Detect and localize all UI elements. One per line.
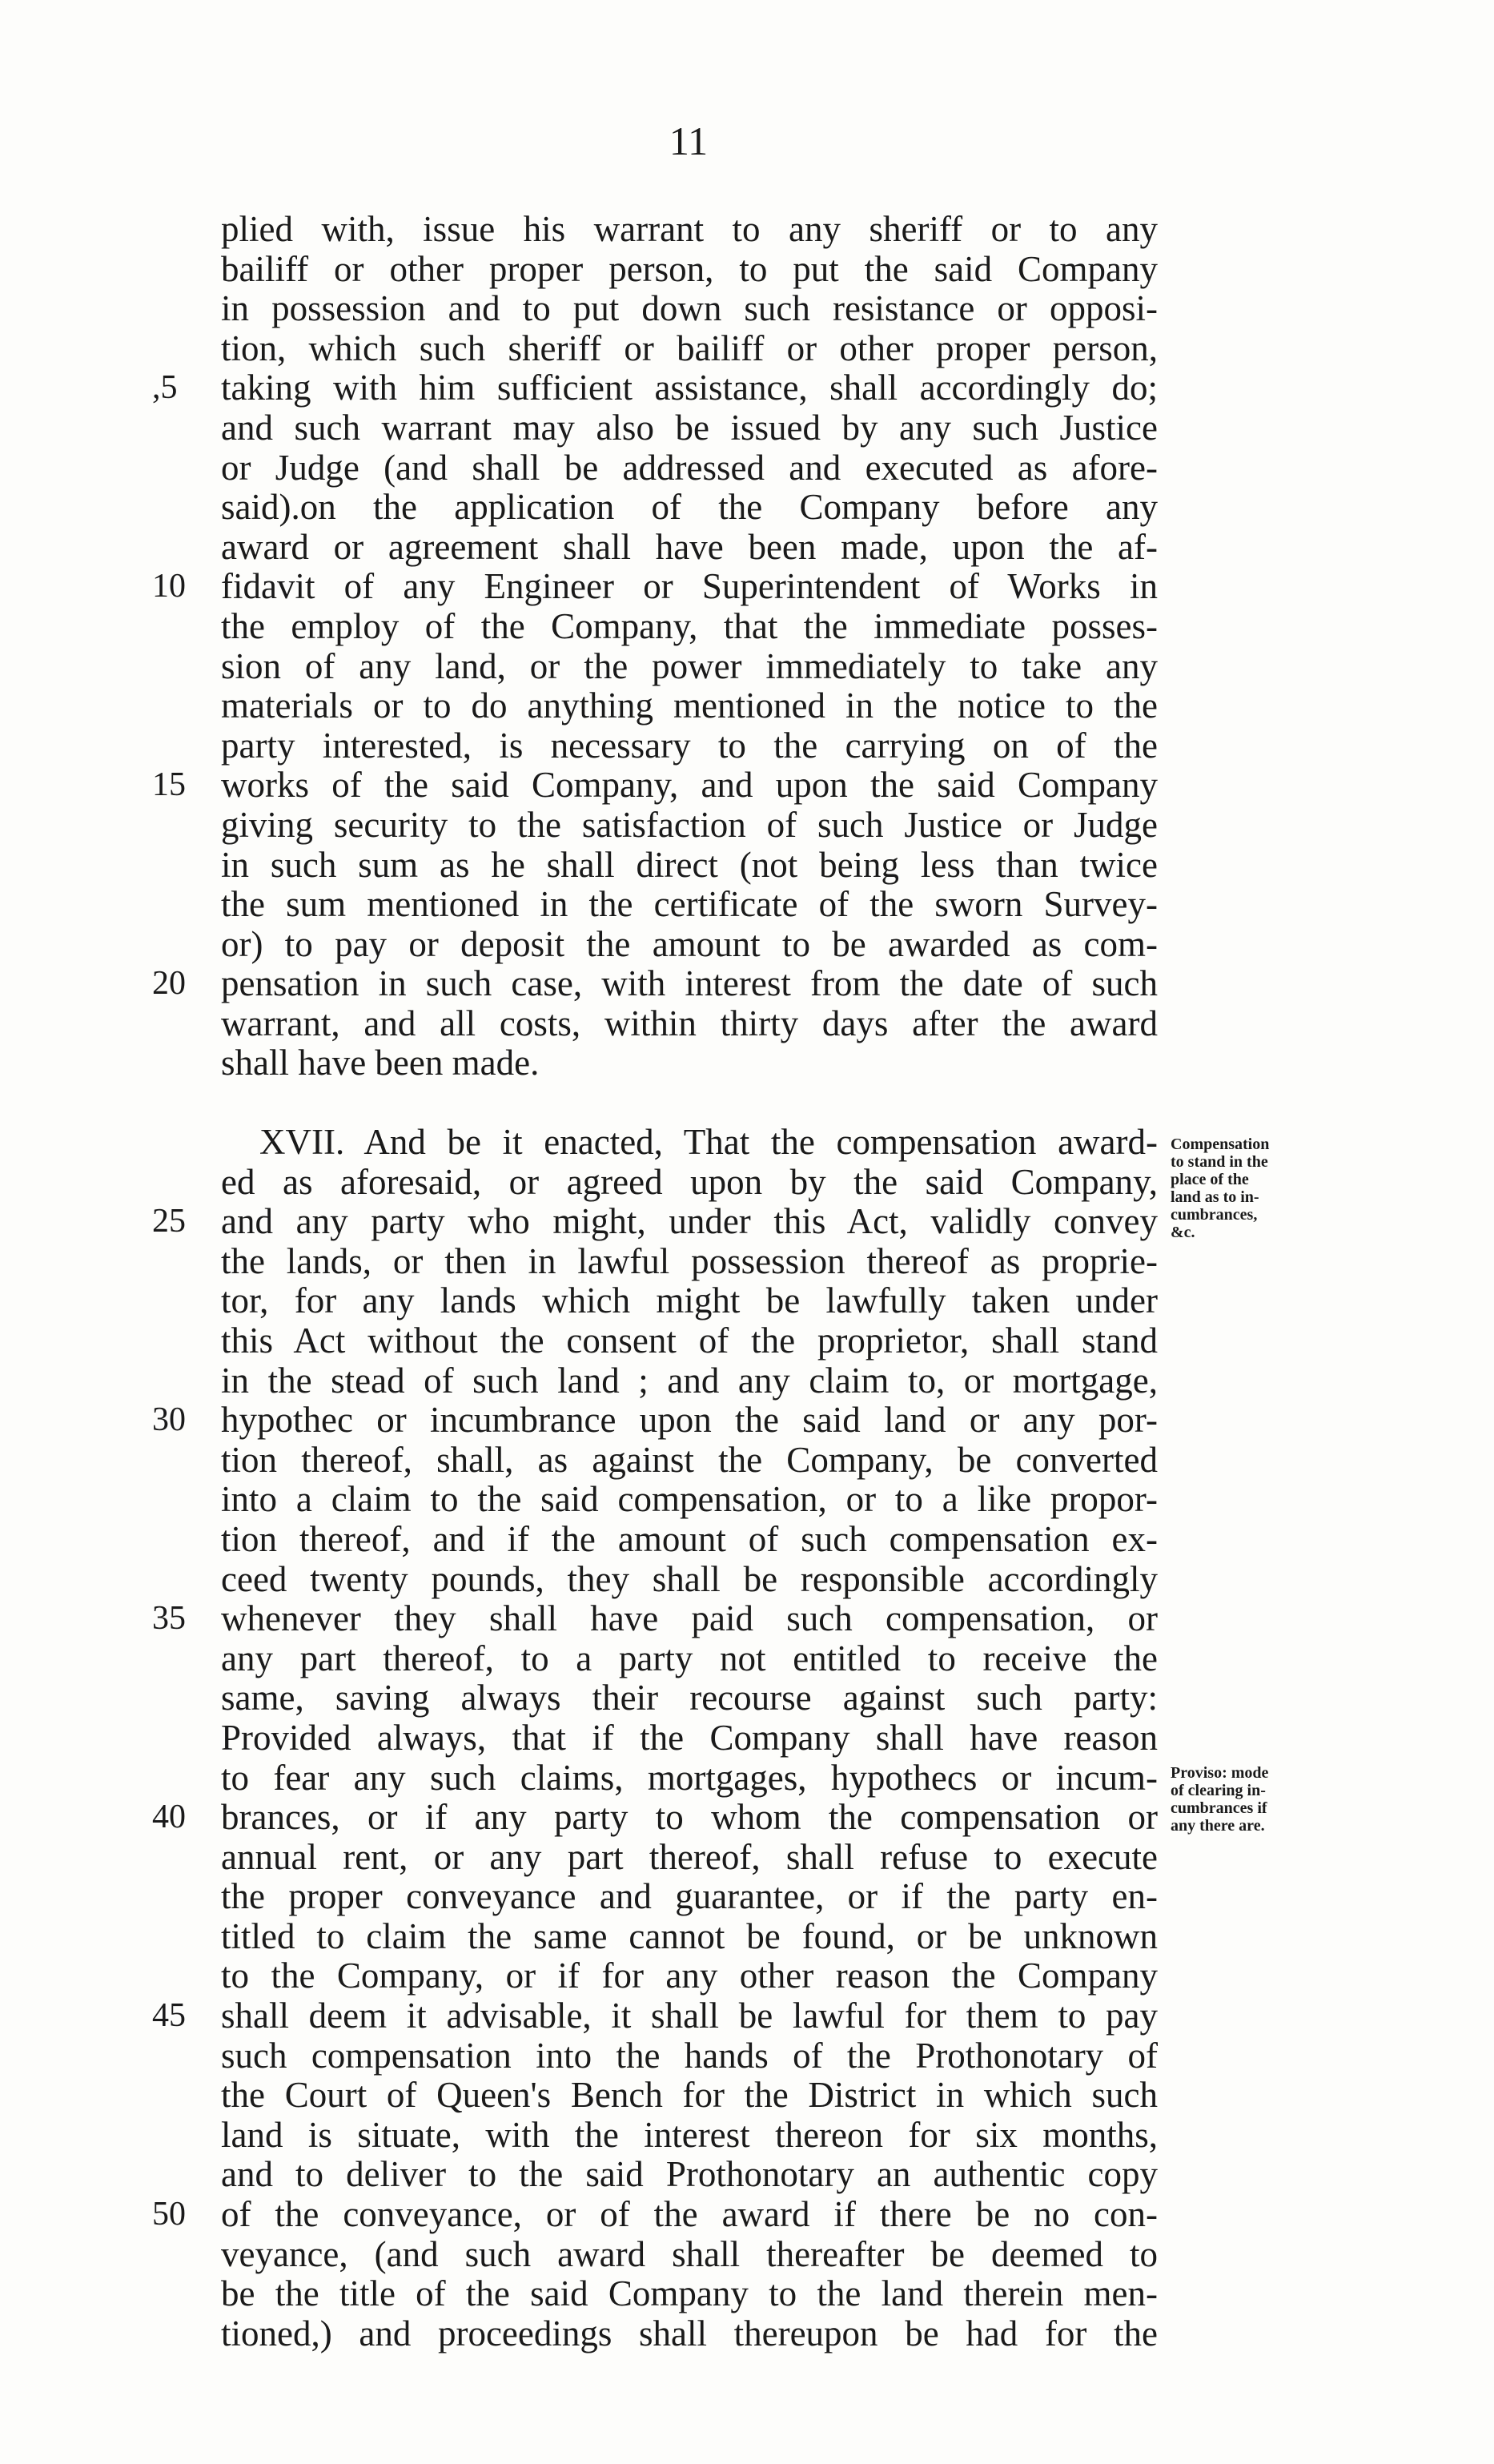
text-line (221, 607, 1158, 647)
text-line (221, 528, 1158, 568)
text-line (152, 765, 1158, 806)
text-line (221, 1759, 1158, 1799)
line-text: veyance, (and such award shall thereafter be deemed to (221, 2233, 1158, 2274)
text-line (152, 1996, 1158, 2036)
line-text: brances, or if any party to whom the compensation or (221, 1797, 1158, 1838)
text-line (221, 1242, 1158, 1282)
text-line (221, 1004, 1158, 1044)
text-line (221, 448, 1158, 488)
text-line (221, 925, 1158, 965)
text-line (221, 2274, 1158, 2314)
line-text: pensation in such case, with interest from the date of such (221, 963, 1158, 1004)
text-line (221, 806, 1158, 846)
text-line (221, 1520, 1158, 1560)
line-text: tor, for any lands which might be lawfully taken under (221, 1280, 1158, 1321)
text-line (221, 2235, 1158, 2275)
line-text: tion thereof, shall, as against the Company, be converted (221, 1439, 1158, 1480)
text-block-continuation (152, 209, 1158, 1083)
text-line (221, 488, 1158, 528)
line-text: land is situate, with the interest thereon for six months, (221, 2114, 1158, 2155)
text-line (221, 1480, 1158, 1520)
line-text: tion, which such sheriff or bailiff or other proper person, (221, 328, 1158, 368)
line-text: be the title of the said Company to the land therein men- (221, 2273, 1158, 2314)
text-line (221, 1361, 1158, 1401)
line-text: such compensation into the hands of the Prothonotary of (221, 2035, 1158, 2076)
text-line (221, 726, 1158, 766)
text-line (221, 2394, 1158, 2434)
line-text: of the conveyance, or of the award if there be no con- (221, 2194, 1158, 2235)
line-text: warrant, and all costs, within thirty days after the award (221, 1003, 1158, 1043)
text-line (221, 210, 1158, 250)
line-text: to fear any such claims, mortgages, hypothecs or incum- (221, 1757, 1158, 1798)
line-text: taking with him sufficient assistance, shall accordingly do; (221, 368, 1158, 408)
text-line (221, 1560, 1158, 1600)
text-line (221, 2116, 1158, 2156)
line-text: and to deliver to the said Prothonotary an authentic copy (221, 2154, 1158, 2195)
text-line (221, 329, 1158, 369)
text-line (221, 2314, 1158, 2354)
text-line (152, 1201, 1158, 1242)
text-line (221, 1281, 1158, 1321)
line-text: bailiff or other proper person, to put the said Company (221, 248, 1158, 289)
line-text: this Act without the consent of the proprietor, shall stand (221, 1320, 1158, 1361)
line-text: giving security to the satisfaction of such Justice or Judge (221, 804, 1158, 845)
line-text: and such warrant may also be issued by any such Justice (221, 407, 1158, 448)
text-line (221, 1163, 1158, 1203)
line-text: whenever they shall have paid such compensation, or (221, 1598, 1158, 1639)
line-number: 40 (152, 1799, 186, 1836)
text-line (152, 1400, 1158, 1441)
line-number: 45 (152, 1997, 186, 2035)
line-text: any part thereof, to a party not entitled to receive the (221, 1638, 1158, 1678)
line-number: ,5 (152, 369, 178, 407)
line-text: shall deem it advisable, it shall be lawful for them to pay (221, 1996, 1158, 2036)
line-text: and any party who might, under this Act, validly convey (221, 1201, 1158, 1242)
line-text: plied with, issue his warrant to any sheriff or to any (221, 209, 1158, 249)
line-text: XVII. And be it enacted, That the compensation award- (259, 1122, 1158, 1162)
line-text: or Judge (and shall be addressed and executed as afore- (221, 447, 1158, 488)
text-line (221, 885, 1158, 925)
line-text: the lands, or then in lawful possession thereof as proprie- (221, 1240, 1158, 1281)
text-line (152, 1598, 1158, 1639)
line-text: sion of any land, or the power immediately to take any (221, 645, 1158, 686)
section-heading-line (221, 1123, 1158, 1163)
text-line (221, 2076, 1158, 2116)
text-line (152, 963, 1158, 1004)
line-number: 35 (152, 1600, 186, 1638)
text-line (221, 1838, 1158, 1878)
text-line (221, 289, 1158, 329)
text-line (152, 368, 1158, 408)
line-text: to the Company, or if for any other reason the Company (221, 1956, 1158, 1996)
text-line (221, 647, 1158, 687)
line-number: 30 (152, 1401, 186, 1439)
line-text: tion thereof, and if the amount of such compensation ex- (221, 1518, 1158, 1559)
text-line (152, 1797, 1158, 1838)
text-line (152, 566, 1158, 607)
line-text: in possession and to put down such resistance or opposi- (221, 288, 1158, 329)
line-text: or) to pay or deposit the amount to be awarded as com- (221, 923, 1158, 964)
line-text: award or agreement shall have been made, upon the af- (221, 526, 1158, 567)
text-line (221, 408, 1158, 448)
text-line (221, 2036, 1158, 2076)
line-number: 20 (152, 965, 186, 1003)
line-text: in such sum as he shall direct (not being less than twice (221, 844, 1158, 885)
line-text: titled to claim the same cannot be found, or be unknown (221, 1915, 1158, 1956)
text-line (221, 686, 1158, 726)
line-text: the Court of Queen's Bench for the District in which such (221, 2075, 1158, 2116)
line-text: said).on the application of the Company before any (221, 487, 1158, 528)
line-number: 50 (152, 2196, 186, 2233)
text-line (221, 1321, 1158, 1361)
text-line (221, 1639, 1158, 1679)
line-text: tioned,) and proceedings shall thereupon be had for the (221, 2313, 1158, 2353)
text-line (221, 1718, 1158, 1759)
line-text: same, saving always their recourse against such party: (221, 1678, 1158, 1718)
text-line (152, 2194, 1158, 2235)
line-text: ceed twenty pounds, they shall be responsible accordingly (221, 1558, 1158, 1599)
text-line (221, 1917, 1158, 1957)
line-number: 15 (152, 766, 186, 804)
text-line (221, 1441, 1158, 1481)
line-text: shall have been made. (221, 1043, 540, 1083)
page-number: 11 (669, 119, 709, 163)
line-text: hypothec or incumbrance upon the said land or any por- (221, 1400, 1158, 1441)
text-line (221, 1043, 1158, 1083)
margin-note-proviso: Proviso: mode of clearing in- cumbrances if any there are. (1171, 1764, 1269, 1835)
line-number: 10 (152, 568, 186, 605)
text-block-section-xvii (152, 1122, 1158, 2434)
line-text: the proper conveyance and guarantee, or if the party en- (221, 1876, 1158, 1917)
margin-note-compensation: Compensation to stand in the place of the land as to in- cumbrances, &c. (1171, 1136, 1270, 1241)
line-text: into a claim to the said compensation, or to a like propor- (221, 1479, 1158, 1520)
line-text: party interested, is necessary to the carrying on of the (221, 725, 1158, 766)
text-line (221, 2353, 1158, 2394)
text-line (221, 846, 1158, 886)
text-line (221, 1956, 1158, 1996)
line-text: fidavit of any Engineer or Superintendent of Works in (221, 566, 1158, 607)
line-text: works of the said Company, and upon the said Company (221, 765, 1158, 806)
line-text: materials or to do anything mentioned in the notice to the (221, 685, 1158, 726)
line-text: the employ of the Company, that the immediate posses- (221, 605, 1158, 646)
line-text: Provided always, that if the Company shall have reason (221, 1717, 1158, 1758)
text-line (221, 250, 1158, 290)
text-line (221, 1877, 1158, 1917)
line-text: the sum mentioned in the certificate of the sworn Survey- (221, 884, 1158, 925)
line-number: 25 (152, 1203, 186, 1240)
text-line (221, 2155, 1158, 2195)
line-text: ed as aforesaid, or agreed upon by the said Company, (221, 1161, 1158, 1202)
line-text: annual rent, or any part thereof, shall refuse to execute (221, 1836, 1158, 1877)
line-text: in the stead of such land ; and any claim to, or mortgage, (221, 1360, 1158, 1401)
text-line (221, 1678, 1158, 1718)
